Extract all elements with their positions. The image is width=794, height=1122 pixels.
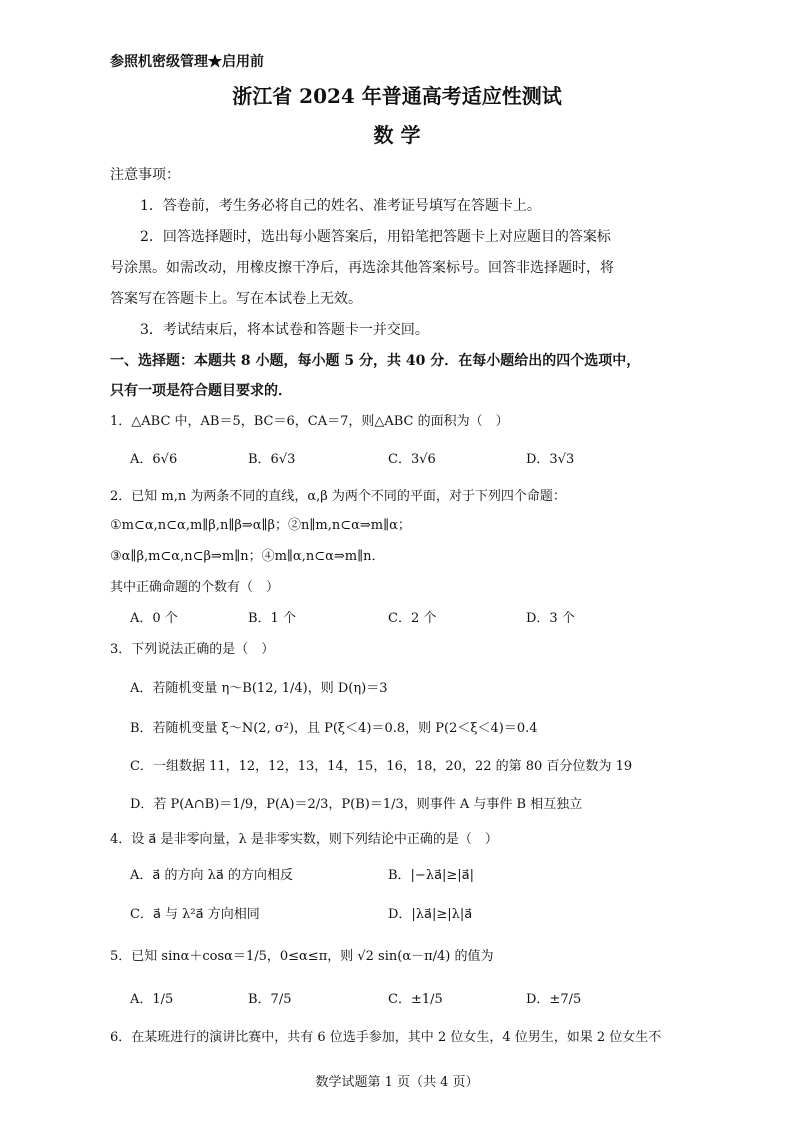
option-a: A．a⃗ 的方向 λa⃗ 的方向相反 (130, 868, 293, 883)
notice-item: 3．考试结束后，将本试卷和答题卡一并交回。 (140, 322, 429, 338)
page-footer: 数学试题第 1 页（共 4 页） (315, 1075, 479, 1090)
section-heading: 只有一项是符合题目要求的． (110, 383, 292, 399)
option-b: B．1 个 (248, 611, 296, 626)
proposition-line: ③α∥β,m⊂α,n⊂β⇒m∥n；④m∥α,n⊂α⇒m∥n． (110, 549, 385, 564)
option-c: C．a⃗ 与 λ²a⃗ 方向相同 (130, 907, 260, 922)
option-d: D．|λa⃗|≥|λ|a⃗ (388, 907, 473, 922)
option-a: A．0 个 (130, 611, 178, 626)
option-d: D．3 个 (526, 611, 575, 626)
proposition-line: ①m⊂α,n⊂α,m∥β,n∥β⇒α∥β；②n∥m,n⊂α⇒m∥α； (110, 518, 411, 533)
option-c: C．2 个 (388, 611, 437, 626)
option-d: D．3√3 (526, 452, 575, 467)
notice-heading: 注意事项： (110, 167, 180, 183)
option-b: B．若随机变量 ξ～N(2, σ²)，且 P(ξ＜4)＝0.8，则 P(2＜ξ＜4)＝0.4 (130, 721, 538, 736)
question-stem: 3．下列说法正确的是（ ） (110, 642, 275, 657)
notice-item: 答案写在答题卡上。写在本试卷上无效。 (110, 291, 362, 307)
option-c: C．3√6 (388, 452, 436, 467)
option-d: D．±7/5 (526, 992, 582, 1007)
question-stem: 2．已知 m,n 为两条不同的直线，α,β 为两个不同的平面，对于下列四个命题： (110, 489, 566, 504)
option-a: A．若随机变量 η～B(12, 1/4)，则 D(η)＝3 (130, 681, 388, 696)
exam-title: 浙江省 2024 年普通高考适应性测试 (232, 84, 562, 108)
notice-item: 2．回答选择题时，选出每小题答案后，用铅笔把答题卡上对应题目的答案标 (140, 229, 611, 245)
option-b: B．6√3 (248, 452, 296, 467)
question-stem: 6．在某班进行的演讲比赛中，共有 6 位选手参加，其中 2 位女生，4 位男生，如果 2 位女生不 (110, 1030, 662, 1045)
option-b: B．7/5 (248, 992, 292, 1007)
notice-item: 号涂黑。如需改动，用橡皮擦干净后，再选涂其他答案标号。回答非选择题时，将 (110, 260, 614, 276)
option-a: A．1/5 (130, 992, 174, 1007)
option-c: C．±1/5 (388, 992, 443, 1007)
subject-title: 数 学 (373, 123, 421, 147)
question-stem: 4．设 a⃗ 是非零向量，λ 是非零实数，则下列结论中正确的是（ ） (110, 832, 498, 847)
option-a: A．6√6 (130, 452, 178, 467)
notice-item: 1．答卷前，考生务必将自己的姓名、准考证号填写在答题卡上。 (140, 198, 541, 214)
option-b: B．|−λa⃗|≥|a⃗| (388, 868, 475, 883)
question-stem: 其中正确命题的个数有（ ） (110, 580, 280, 595)
secret-label: 参照机密级管理★启用前 (110, 54, 264, 70)
question-stem: 1．△ABC 中，AB＝5，BC＝6，CA＝7，则△ABC 的面积为（ ） (110, 414, 509, 429)
option-d: D．若 P(A∩B)＝1/9，P(A)＝2/3，P(B)＝1/3，则事件 A 与事件 B 相互独立 (130, 797, 583, 812)
option-c: C．一组数据 11，12，12，13，14，15，16，18，20，22 的第 80 百分位数为 19 (130, 759, 633, 774)
section-heading: 一、选择题：本题共 8 小题，每小题 5 分，共 40 分．在每小题给出的四个选项中， (110, 353, 641, 369)
question-stem: 5．已知 sinα＋cosα＝1/5，0≤α≤π，则 √2 sin(α－π/4) 的值为 (110, 949, 494, 964)
